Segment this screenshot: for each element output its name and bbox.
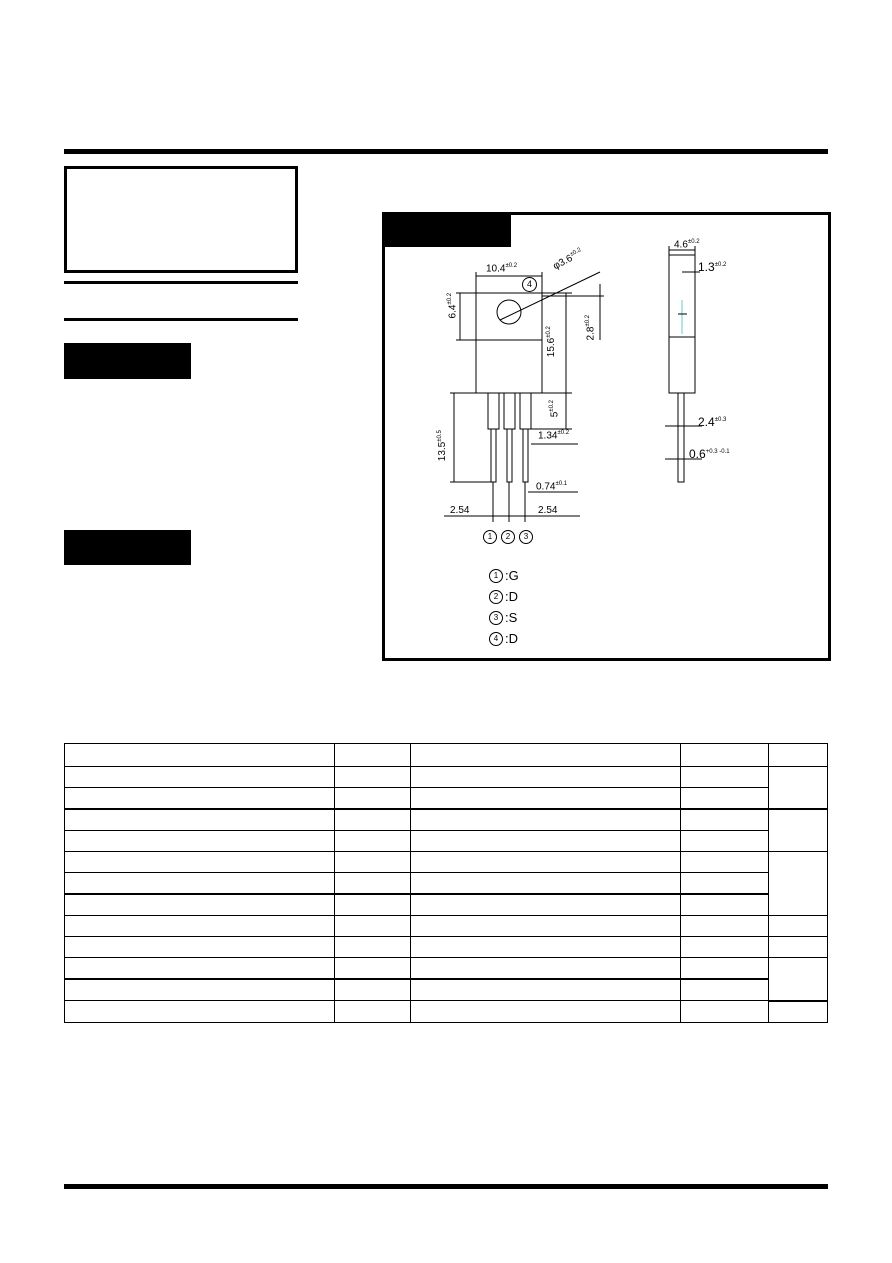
pin-legend-num: 1 <box>489 569 503 583</box>
dim-width: 10.4 <box>486 263 506 275</box>
dim-lead-thin-tol: ±0.1 <box>555 481 568 487</box>
package-outline-drawing <box>382 212 831 661</box>
table-row <box>65 937 828 958</box>
side-view-lead <box>678 393 684 482</box>
dim-lead-thin-label <box>536 481 567 492</box>
dim-lead-offset-label <box>698 415 726 429</box>
header-cell <box>334 744 410 767</box>
ratings-table <box>64 743 828 1023</box>
dim-pitch-right: 2.54 <box>538 505 558 516</box>
pin-legend-row <box>489 565 519 586</box>
header-cell <box>769 744 828 767</box>
table-row <box>65 916 828 937</box>
side-view-body <box>669 337 695 393</box>
dim-side-thickness-label <box>674 239 700 250</box>
dim-lead-length: 13.5 <box>437 441 449 462</box>
pin-number-1: 1 <box>483 530 497 544</box>
dim-lead-shoulder: 5 <box>549 411 561 418</box>
table-row <box>65 1001 828 1023</box>
dim-tab-height: 6.4 <box>447 304 459 319</box>
dim-tab-height-label <box>447 293 458 319</box>
pin-legend <box>489 565 519 649</box>
dim-width-label <box>486 263 517 274</box>
header-cell <box>65 744 335 767</box>
pin-legend-num: 2 <box>489 590 503 604</box>
dim-width-tol: ±0.2 <box>505 263 518 269</box>
pin-legend-row <box>489 607 519 628</box>
dim-lead-width: 1.34 <box>538 430 558 442</box>
dim-tab-top-label <box>585 315 596 341</box>
lead-2-shoulder <box>504 393 515 429</box>
header-cell <box>410 744 681 767</box>
dim-lead-offset-tol: ±0.3 <box>714 417 727 423</box>
dim-tab-top: 2.8 <box>585 326 597 341</box>
dim-lead-thin: 0.74 <box>536 481 556 493</box>
dim-pitch-left: 2.54 <box>450 505 470 516</box>
table-row <box>65 809 828 831</box>
pin-legend-row <box>489 628 519 649</box>
lead-1-shoulder <box>488 393 499 429</box>
table-row <box>65 767 828 788</box>
dim-lead-offset: 2.4 <box>698 415 715 429</box>
dim-tab-thickness-label <box>698 260 726 274</box>
section-tab-applications <box>64 530 191 565</box>
dim-body-height-tol: ±0.2 <box>545 326 552 338</box>
table-row <box>65 894 828 916</box>
dim-body-height-label <box>546 326 557 357</box>
dim-lead-shoulder-tol: ±0.2 <box>548 400 555 412</box>
pin-legend-row <box>489 586 519 607</box>
dim-lead-width-label <box>538 430 569 441</box>
table-row <box>65 979 828 1001</box>
pin-number-2: 2 <box>501 530 515 544</box>
table-row <box>65 958 828 980</box>
title-box <box>64 166 298 273</box>
package-body <box>476 340 542 393</box>
pin-tab-marker: 4 <box>522 277 537 292</box>
dim-lead-width-tol: ±0.2 <box>557 430 570 436</box>
lead-2 <box>507 429 512 482</box>
table-row <box>65 788 828 810</box>
section-tab-features <box>64 343 191 379</box>
table-row <box>65 831 828 852</box>
title-rule-2 <box>64 318 298 321</box>
dim-side-thickness-tol: ±0.2 <box>687 239 700 245</box>
dim-tab-height-tol: ±0.2 <box>447 292 454 305</box>
pin-number-3: 3 <box>519 530 533 544</box>
dim-hole: φ3.6 <box>551 252 575 273</box>
pin-legend-num: 4 <box>489 632 503 646</box>
dim-body-height: 15.6 <box>546 337 558 358</box>
dim-lead-length-label <box>437 430 448 461</box>
dim-lead-thickness-tol: +0.3 -0.1 <box>705 449 730 455</box>
dim-lead-thickness: 0.6 <box>689 447 706 461</box>
table-header-row <box>65 744 828 767</box>
lead-3-shoulder <box>520 393 531 429</box>
dim-tab-thickness: 1.3 <box>698 260 715 274</box>
dim-side-thickness: 4.6 <box>674 239 688 251</box>
pin-legend-label: :D <box>505 631 518 646</box>
dim-hole-tol: ±0.2 <box>569 247 583 258</box>
header-cell <box>681 744 769 767</box>
table-row <box>65 852 828 873</box>
pin-legend-label: :S <box>505 610 518 625</box>
title-rule-1 <box>64 281 298 284</box>
pin-legend-label: :D <box>505 589 518 604</box>
dim-tab-thickness-tol: ±0.2 <box>714 262 727 268</box>
dim-lead-shoulder-label <box>549 400 560 417</box>
dim-tab-top-tol: ±0.2 <box>585 314 592 327</box>
dim-lead-length-tol: ±0.5 <box>436 430 443 442</box>
dim-lead-thickness-label <box>689 447 730 461</box>
lead-1 <box>491 429 496 482</box>
table-row <box>65 873 828 895</box>
top-rule <box>64 149 828 154</box>
pin-legend-label: :G <box>505 568 519 583</box>
lead-3 <box>523 429 528 482</box>
bottom-rule <box>64 1184 828 1189</box>
pin-legend-num: 3 <box>489 611 503 625</box>
pin-number-row <box>483 530 533 544</box>
